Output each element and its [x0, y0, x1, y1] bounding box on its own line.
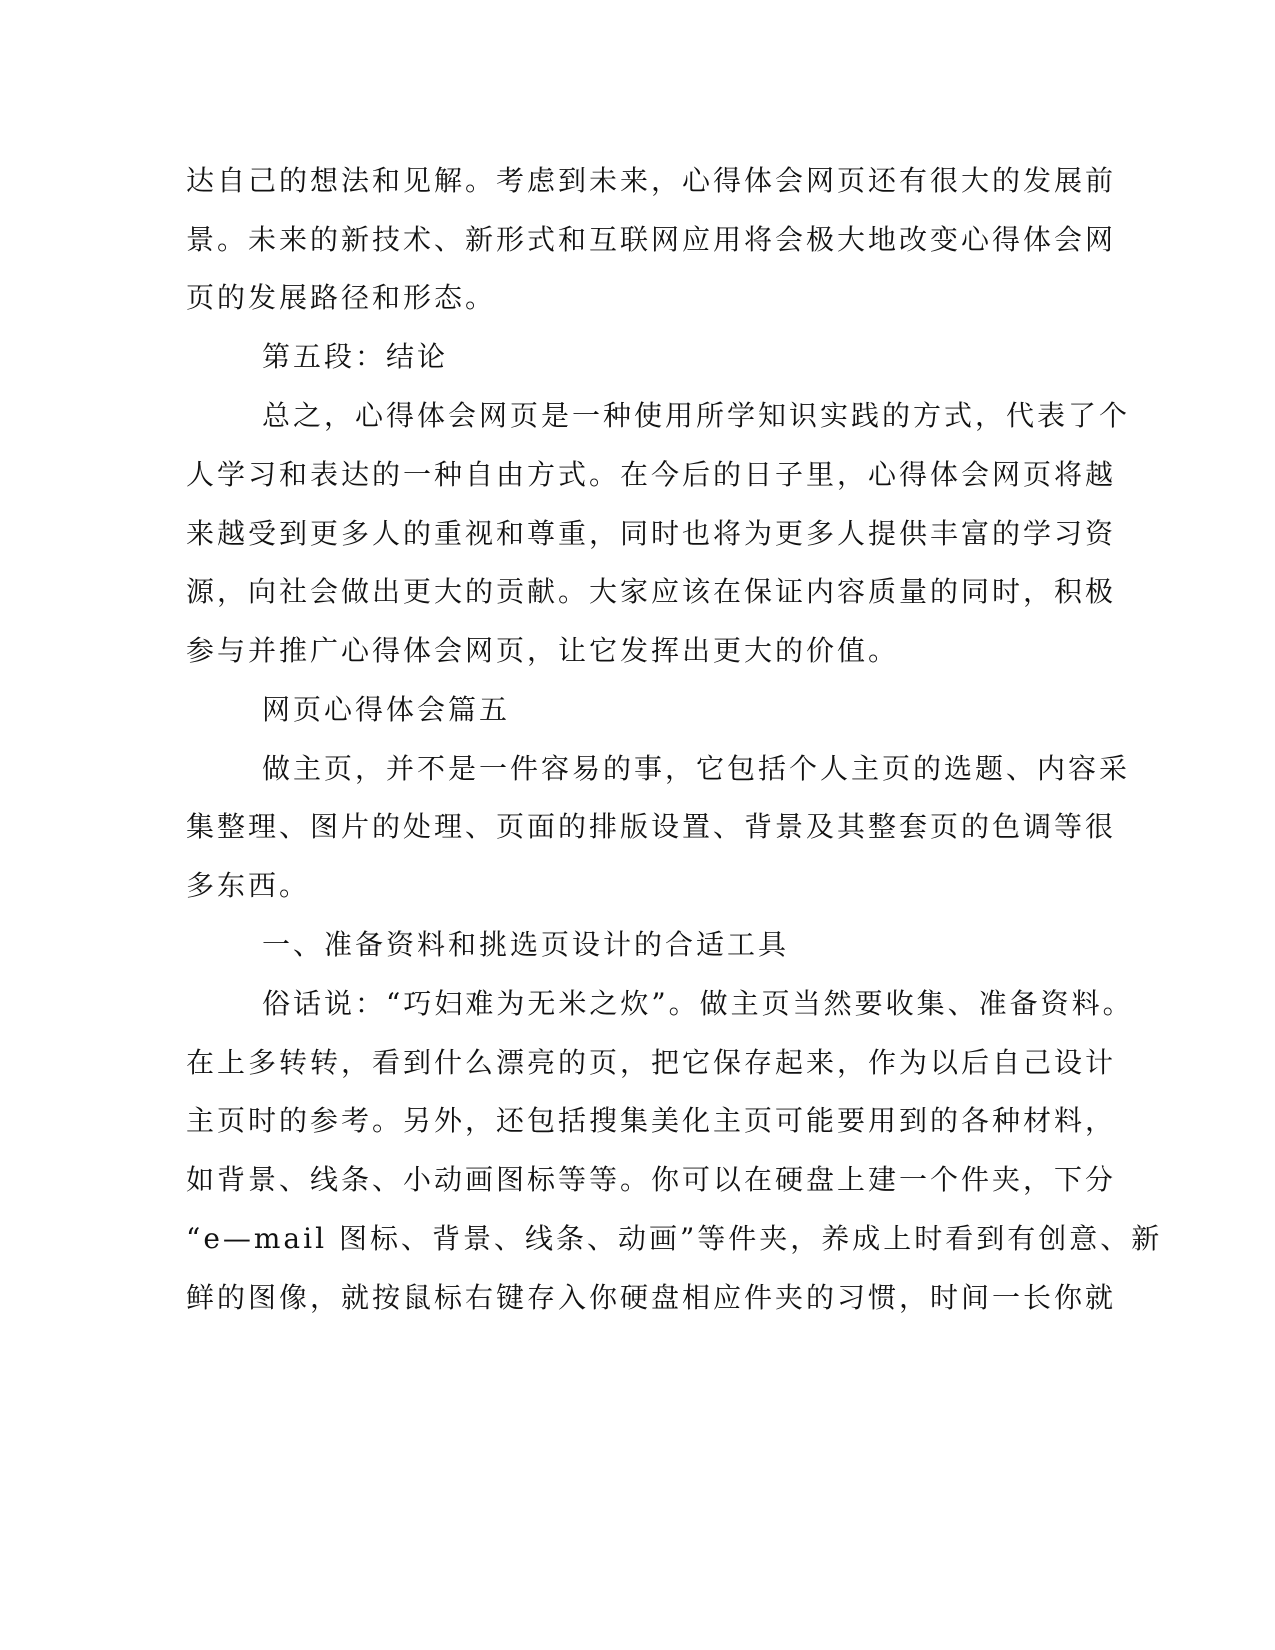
text-line: 页的发展路径和形态。 — [186, 281, 497, 314]
text-line: 源，向社会做出更大的贡献。大家应该在保证内容质量的同时，积极 — [186, 575, 1117, 608]
text-line: 达自己的想法和见解。考虑到未来，心得体会网页还有很大的发展前 — [186, 164, 1117, 197]
text-line: 在上多转转，看到什么漂亮的页，把它保存起来，作为以后自己设计 — [186, 1046, 1117, 1079]
text-line: 鲜的图像，就按鼠标右键存入你硬盘相应件夹的习惯，时间一长你就 — [186, 1281, 1117, 1314]
text-line: 如背景、线条、小动画图标等等。你可以在硬盘上建一个件夹，下分 — [186, 1163, 1117, 1196]
text-line: 做主页，并不是一件容易的事，它包括个人主页的选题、内容采 — [262, 752, 1131, 785]
section-heading: 第五段：结论 — [262, 340, 449, 373]
text-line: 参与并推广心得体会网页，让它发挥出更大的价值。 — [186, 634, 900, 667]
text-line: 总之，心得体会网页是一种使用所学知识实践的方式，代表了个 — [262, 399, 1131, 432]
text-line: 景。未来的新技术、新形式和互联网应用将会极大地改变心得体会网 — [186, 223, 1117, 256]
text-line: 来越受到更多人的重视和尊重，同时也将为更多人提供丰富的学习资 — [186, 517, 1117, 550]
text-line: 俗话说：“巧妇难为无米之炊”。做主页当然要收集、准备资料。 — [262, 987, 1134, 1020]
text-line: “e—mail 图标、背景、线条、动画”等件夹，养成上时看到有创意、新 — [186, 1222, 1163, 1255]
text-line: 多东西。 — [186, 869, 311, 902]
text-line: 人学习和表达的一种自由方式。在今后的日子里，心得体会网页将越 — [186, 458, 1117, 491]
section-heading: 网页心得体会篇五 — [262, 693, 511, 726]
text-line: 集整理、图片的处理、页面的排版设置、背景及其整套页的色调等很 — [186, 810, 1117, 843]
section-heading: 一、准备资料和挑选页设计的合适工具 — [262, 928, 790, 961]
text-line: 主页时的参考。另外，还包括搜集美化主页可能要用到的各种材料， — [186, 1104, 1117, 1137]
